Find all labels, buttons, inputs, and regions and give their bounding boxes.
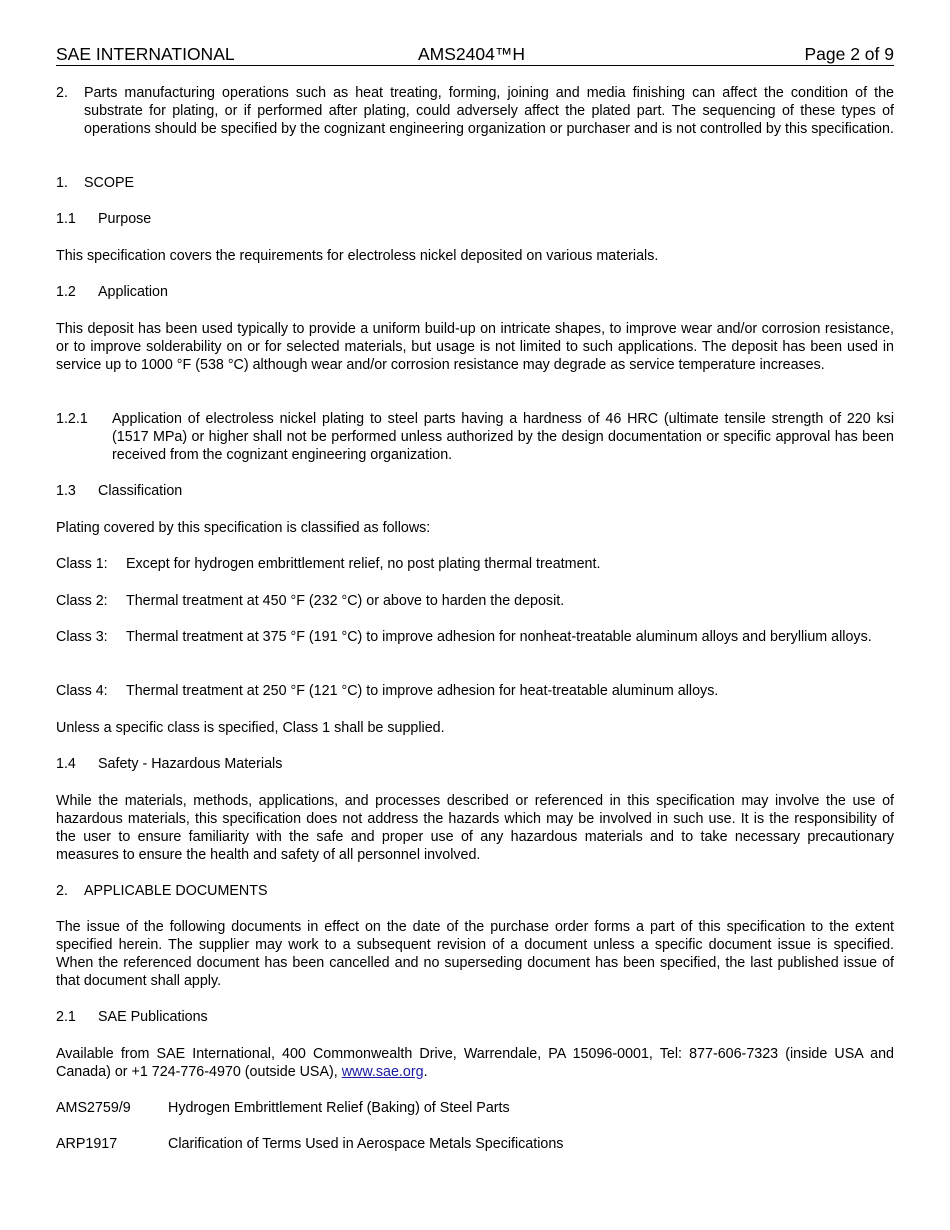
note-text: Parts manufacturing operations such as heat treating, forming, joining and media finishing can affect the condition of the substrate for plating, or if performed after plating, could adversely affect the plated part. The sequencing of these types of operations should be specified by the cognizant engineering organization or purchaser and is not controlled by this specification. xyxy=(84,85,894,137)
availability-text: Available from SAE International, 400 Commonwealth Drive, Warrendale, PA 15096-0001, Tel: 877-606-7323 (inside USA and Canada) or +1 724-776-4970 (outside USA), xyxy=(56,1046,894,1080)
sae-website-link[interactable]: www.sae.org xyxy=(341,1064,424,1080)
reference-ams2759-9 xyxy=(56,1099,894,1117)
header-organization: SAE INTERNATIONAL xyxy=(56,44,235,64)
section-1-4-heading xyxy=(56,755,894,773)
reference-title: Clarification of Terms Used in Aerospace Metals Specifications xyxy=(168,1136,564,1152)
section-2-1-heading xyxy=(56,1008,894,1026)
reference-arp1917 xyxy=(56,1135,894,1153)
section-title: Classification xyxy=(98,483,183,499)
section-1-1-body: This specification covers the requirements for electroless nickel deposited on various materials. xyxy=(56,248,659,264)
section-2-1-body xyxy=(56,1045,894,1081)
section-1-4-body: While the materials, methods, applications, and processes described or referenced in this specification may involve the use of hazardous materials, this specification does not address the hazards which may be involved in such use. It is the responsibility of the user to ensure familiarity with the safe and proper use of any hazardous materials and to take necessary precautionary measures to ensure the health and safety of all personnel involved. xyxy=(56,793,894,863)
class-label: Class 2: xyxy=(56,593,108,609)
section-1-3-heading xyxy=(56,482,894,500)
section-title: Safety - Hazardous Materials xyxy=(98,756,283,772)
reference-id: AMS2759/9 xyxy=(56,1100,131,1116)
section-1-2-body: This deposit has been used typically to provide a uniform build-up on intricate shapes, to improve wear and/or corrosion resistance, or to improve solderability on or for selected materials, but usage is not limited to such applications. The deposit has been used in service up to 1000 °F (538 °C) although wear and/or corrosion resistance may degrade as service temperature increases. xyxy=(56,321,894,373)
classification-default: Unless a specific class is specified, Class 1 shall be supplied. xyxy=(56,720,445,736)
section-number: 2. xyxy=(56,883,68,899)
class-text: Except for hydrogen embrittlement relief, no post plating thermal treatment. xyxy=(126,556,601,572)
note-2 xyxy=(56,84,894,138)
section-1-1-heading xyxy=(56,210,894,228)
section-text: Application of electroless nickel plating to steel parts having a hardness of 46 HRC (ultimate tensile strength of 220 ksi (1517 MPa) or higher shall not be performed unless authorized by the design documentation or specific approval has been received from the cognizant engineering organization. xyxy=(112,411,894,463)
reference-id: ARP1917 xyxy=(56,1136,118,1152)
section-number: 1.2.1 xyxy=(56,411,88,427)
section-title: SCOPE xyxy=(84,175,135,191)
class-label: Class 3: xyxy=(56,629,108,645)
class-label: Class 4: xyxy=(56,683,108,699)
section-2-body: The issue of the following documents in effect on the date of the purchase order forms a part of this specification to the extent specified herein. The supplier may work to a subsequent revision of a document unless a specific document issue is specified. When the referenced document has been cancelled and no superseding document has been specified, the last published issue of that document shall apply. xyxy=(56,919,894,989)
class-label: Class 1: xyxy=(56,556,108,572)
class-text: Thermal treatment at 250 °F (121 °C) to improve adhesion for heat-treatable aluminum alloys. xyxy=(126,683,719,699)
class-3-item xyxy=(56,628,894,646)
section-1-2-heading xyxy=(56,283,894,301)
header-document-number: AMS2404™H xyxy=(418,44,525,64)
section-title: Application xyxy=(98,284,168,300)
class-4-item xyxy=(56,682,894,700)
section-number: 1.2 xyxy=(56,284,76,300)
header-page-number: Page 2 of 9 xyxy=(804,44,894,64)
reference-title: Hydrogen Embrittlement Relief (Baking) of Steel Parts xyxy=(168,1100,510,1116)
page-header xyxy=(56,44,894,66)
section-1-heading xyxy=(56,174,894,192)
section-title: Purpose xyxy=(98,211,152,227)
section-number: 2.1 xyxy=(56,1009,76,1025)
section-number: 1.1 xyxy=(56,211,76,227)
section-number: 1.4 xyxy=(56,756,76,772)
class-text: Thermal treatment at 375 °F (191 °C) to improve adhesion for nonheat-treatable aluminum alloys and beryllium alloys. xyxy=(126,629,872,645)
section-2-heading xyxy=(56,882,894,900)
section-1-2-1 xyxy=(56,410,894,464)
note-number: 2. xyxy=(56,85,68,101)
section-number: 1. xyxy=(56,175,68,191)
classification-intro: Plating covered by this specification is classified as follows: xyxy=(56,520,431,536)
section-title: SAE Publications xyxy=(98,1009,208,1025)
section-number: 1.3 xyxy=(56,483,76,499)
class-text: Thermal treatment at 450 °F (232 °C) or above to harden the deposit. xyxy=(126,593,565,609)
class-1-item xyxy=(56,555,894,573)
section-title: APPLICABLE DOCUMENTS xyxy=(84,883,268,899)
class-2-item xyxy=(56,592,894,610)
availability-text-end: . xyxy=(423,1064,428,1080)
